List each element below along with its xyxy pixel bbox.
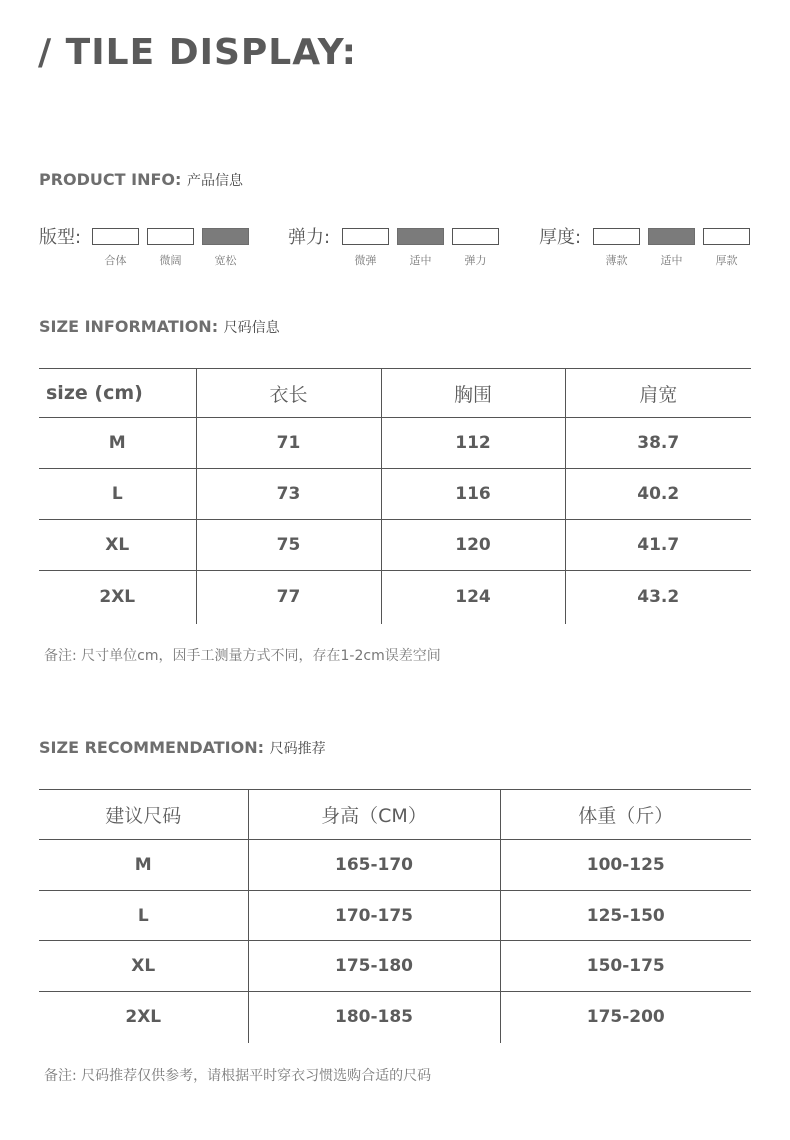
table-cell: M: [39, 418, 196, 469]
option-label: 弹力: [464, 254, 487, 267]
option-box: [397, 228, 444, 245]
table-cell: 100-125: [500, 840, 751, 891]
size-rec-table: [39, 789, 751, 1043]
table-cell: L: [39, 891, 248, 941]
table-row: [39, 840, 751, 891]
size-info-note: 备注: 尺寸单位cm，因手工测量方式不同，存在1-2cm误差空间: [44, 648, 441, 664]
option-box: [593, 228, 640, 245]
table-cell: 175-180: [248, 941, 500, 992]
page-title: / TILE DISPLAY:: [38, 32, 357, 73]
table-cell: 120: [381, 520, 565, 571]
table-cell: 125-150: [500, 891, 751, 941]
table-cell: 175-200: [500, 992, 751, 1043]
table-cell: L: [39, 469, 196, 520]
table-header-cell: 身高（CM）: [248, 790, 500, 840]
table-row: [39, 992, 751, 1043]
table-row: [39, 891, 751, 941]
table-cell: 73: [196, 469, 381, 520]
size-info-table: [39, 368, 751, 624]
attribute-label: 厚度:: [539, 227, 582, 248]
table-row: [39, 469, 751, 520]
table-cell: 150-175: [500, 941, 751, 992]
table-cell: 40.2: [565, 469, 751, 520]
table-cell: 75: [196, 520, 381, 571]
option-label: 合体: [104, 254, 127, 267]
table-header-row: [39, 790, 751, 840]
table-cell: M: [39, 840, 248, 891]
table-cell: 124: [381, 571, 565, 624]
table-header-cell: 体重（斤）: [500, 790, 751, 840]
option-label: 厚款: [715, 254, 738, 267]
option-box: [703, 228, 750, 245]
table-header-cell: 衣长: [196, 369, 381, 418]
table-row: [39, 520, 751, 571]
option-box: [92, 228, 139, 245]
attribute-label: 版型:: [39, 227, 82, 248]
size-info-heading-zh: 尺码信息: [223, 320, 280, 336]
table-cell: 77: [196, 571, 381, 624]
option-box: [202, 228, 249, 245]
table-cell: 43.2: [565, 571, 751, 624]
option-label: 微阔: [159, 254, 182, 267]
size-rec-heading-zh: 尺码推荐: [269, 741, 326, 757]
size-info-heading-en: SIZE INFORMATION:: [39, 317, 219, 336]
option-box: [342, 228, 389, 245]
product-info-heading-en: PRODUCT INFO:: [39, 170, 182, 189]
table-cell: 38.7: [565, 418, 751, 469]
option-label: 薄款: [605, 254, 628, 267]
table-header-cell: size (cm): [39, 369, 196, 418]
table-row: [39, 941, 751, 992]
table-header-cell: 建议尺码: [39, 790, 248, 840]
table-header-cell: 肩宽: [565, 369, 751, 418]
table-header-cell: 胸围: [381, 369, 565, 418]
option-label: 宽松: [214, 254, 237, 267]
option-label: 适中: [660, 254, 683, 267]
table-cell: 2XL: [39, 571, 196, 624]
attribute-label: 弹力:: [288, 227, 331, 248]
table-cell: 116: [381, 469, 565, 520]
option-box: [147, 228, 194, 245]
size-rec-note: 备注: 尺码推荐仅供参考，请根据平时穿衣习惯选购合适的尺码: [44, 1068, 432, 1084]
table-cell: 112: [381, 418, 565, 469]
table-cell: 170-175: [248, 891, 500, 941]
size-rec-heading: [39, 738, 326, 758]
size-rec-heading-en: SIZE RECOMMENDATION:: [39, 738, 265, 757]
table-cell: XL: [39, 941, 248, 992]
table-row: [39, 571, 751, 624]
table-cell: 180-185: [248, 992, 500, 1043]
product-info-heading: [39, 170, 243, 190]
table-row: [39, 418, 751, 469]
option-label: 适中: [409, 254, 432, 267]
option-box: [648, 228, 695, 245]
table-cell: 165-170: [248, 840, 500, 891]
size-info-heading: [39, 317, 280, 337]
table-cell: XL: [39, 520, 196, 571]
option-label: 微弹: [354, 254, 377, 267]
product-info-heading-zh: 产品信息: [187, 173, 243, 189]
table-cell: 2XL: [39, 992, 248, 1043]
option-box: [452, 228, 499, 245]
table-cell: 71: [196, 418, 381, 469]
table-header-row: [39, 369, 751, 418]
table-cell: 41.7: [565, 520, 751, 571]
